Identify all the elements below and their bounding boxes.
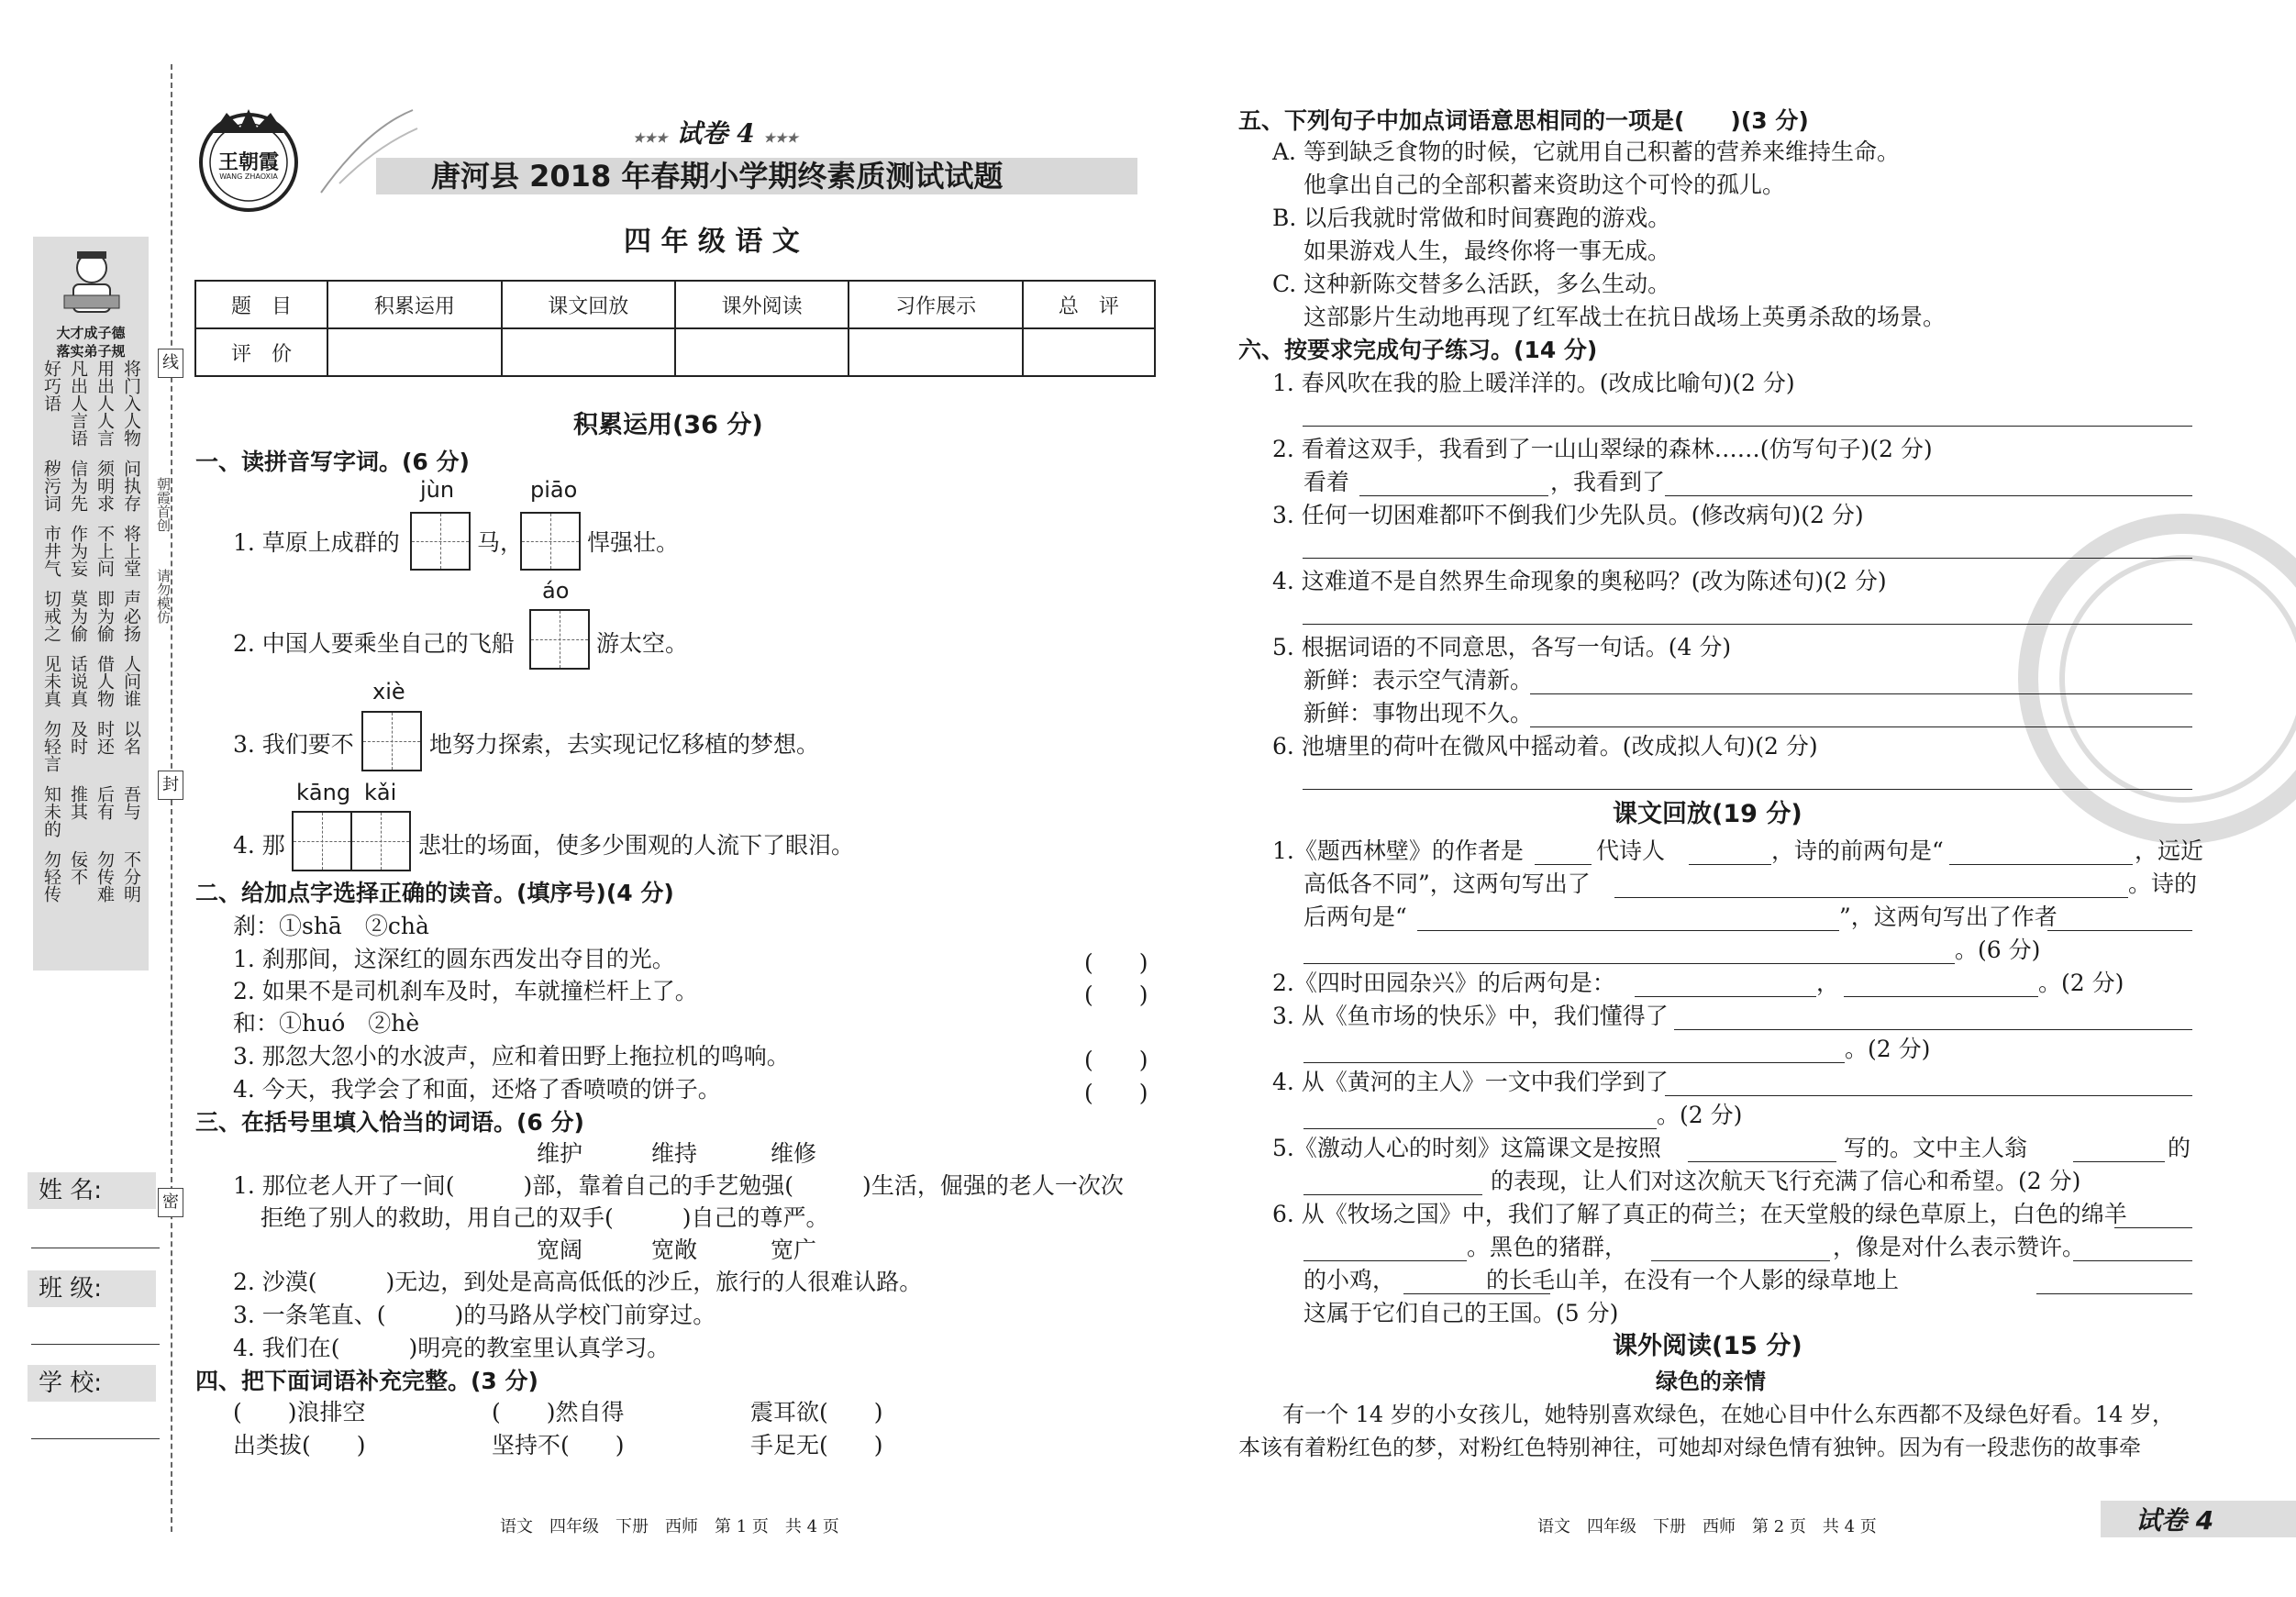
r6-text: 6. 从《牧场之国》中，我们了解了真正的荷兰；在天堂般的绿色草原上，白色的绵羊 xyxy=(1272,1201,2127,1227)
q1-item3-text-a: 3. 我们要不 xyxy=(233,731,354,758)
r2-text: 2.《四时田园杂兴》的后两句是： xyxy=(1272,970,1615,996)
motto-block xyxy=(33,850,149,903)
motto-col: 即为偷 xyxy=(94,590,115,642)
q6-line: 新鲜：表示空气清新。 xyxy=(1303,667,1534,693)
class-label: 班 级: xyxy=(28,1270,156,1307)
answer-blank[interactable] xyxy=(1635,996,1816,997)
q5-heading: 五、下列句子中加点词语意思相同的一项是( )(3 分) xyxy=(1238,107,1809,134)
r1-text: 。诗的 xyxy=(2128,871,2198,897)
motto-col: 话说真 xyxy=(68,655,88,707)
q5-line: C. 这种新陈交替多么活跃，多么生动。 xyxy=(1272,271,1671,297)
answer-paren[interactable]: ( ) xyxy=(1084,949,1148,976)
motto-col: 佞不 xyxy=(68,850,88,885)
char-grid[interactable] xyxy=(350,811,411,871)
answer-blank[interactable] xyxy=(1674,1029,2192,1030)
vertical-note-2: 请勿模仿 xyxy=(155,569,172,624)
q3-word: 维持 xyxy=(651,1140,698,1167)
page-footer-right: 语文 四年级 下册 西师 第 2 页 共 4 页 xyxy=(1537,1517,1877,1536)
q6-line: 2. 看着这双手，我看到了一山山翠绿的森林……(仿写句子)(2 分) xyxy=(1272,436,1933,462)
r4-text: 4. 从《黄河的主人》一文中我们学到了 xyxy=(1272,1069,1669,1095)
motto-col: 莫为偷 xyxy=(68,590,88,642)
r6-text: 的长毛山羊，在没有一个人影的绿草地上 xyxy=(1486,1267,1900,1293)
answer-paren[interactable]: ( ) xyxy=(1084,1080,1148,1106)
school-field[interactable] xyxy=(31,1438,160,1439)
q1-heading: 一、读拼音写字词。(6 分) xyxy=(195,449,470,475)
q1-item1-text-c: 悍强壮。 xyxy=(587,529,680,556)
answer-line[interactable] xyxy=(1303,789,2192,790)
q6-line: 新鲜：事物出现不久。 xyxy=(1303,700,1534,726)
pinyin: áo xyxy=(542,578,570,604)
motto-block xyxy=(33,655,149,707)
ribbon-decoration xyxy=(312,92,422,205)
pinyin: jùn xyxy=(420,477,455,503)
motto-block xyxy=(33,360,149,447)
q4-idiom: 出类拔( ) xyxy=(233,1432,366,1458)
q2-reading-options: 刹：①shā ②chà xyxy=(233,913,429,939)
motto-col: 信为先 xyxy=(68,460,88,512)
motto-col: 勿传难 xyxy=(94,850,115,903)
table-header-cell: 课文回放 xyxy=(502,281,675,328)
r6-text: 。黑色的猪群， xyxy=(1467,1234,1628,1260)
q1-item2-text-b: 游太空。 xyxy=(596,630,689,657)
q3-word: 宽阔 xyxy=(537,1237,583,1263)
q3-word: 维修 xyxy=(771,1140,817,1167)
motto-col: 后有 xyxy=(94,785,115,820)
r3-text: 3. 从《鱼市场的快乐》中，我们懂得了 xyxy=(1272,1003,1669,1029)
name-label: 姓 名: xyxy=(28,1172,156,1209)
score-cell[interactable] xyxy=(502,328,675,376)
motto-block xyxy=(33,720,149,772)
logo-text: 王朝霞 xyxy=(217,150,279,174)
pinyin: piāo xyxy=(530,477,578,503)
answer-blank[interactable] xyxy=(2047,930,2192,931)
pinyin: xiè xyxy=(372,679,405,704)
r1-text: ”，这两句写出了作者 xyxy=(1839,904,2058,930)
r6-text: 的小鸡， xyxy=(1303,1267,1396,1293)
char-grid[interactable] xyxy=(520,512,581,571)
score-table xyxy=(194,280,1156,377)
motto-col: 问执存 xyxy=(121,460,141,512)
char-grid[interactable] xyxy=(529,609,590,670)
motto-block xyxy=(33,785,149,837)
motto-col: 凡出人言语 xyxy=(68,360,88,447)
q5-line: 他拿出自己的全部积蓄来资助这个可怜的孤儿。 xyxy=(1303,172,1786,198)
answer-line[interactable] xyxy=(1303,624,2192,625)
q6-heading: 六、按要求完成句子练习。(14 分) xyxy=(1238,337,1598,363)
subject-title: 四 年 级 语 文 xyxy=(624,226,800,258)
q2-line: 3. 那忽大忽小的水波声，应和着田野上拖拉机的鸣响。 xyxy=(233,1043,790,1070)
q1-item1-text-a: 1. 草原上成群的 xyxy=(233,529,400,556)
motto-col: 作为妄 xyxy=(68,525,88,577)
q2-line: 2. 如果不是司机刹车及时，车就撞栏杆上了。 xyxy=(233,978,698,1004)
char-grid[interactable] xyxy=(292,811,352,871)
exam-title: 唐河县 2018 年春期小学期终素质测试试题 xyxy=(431,159,1004,194)
r1-text: 后两句是“ xyxy=(1303,904,1407,930)
series-label-text: 试卷 4 xyxy=(676,118,755,149)
r6-text: 这属于它们自己的王国。(5 分) xyxy=(1303,1300,1619,1326)
class-field[interactable] xyxy=(31,1344,160,1345)
q2-line: 1. 刹那间，这深红的圆东西发出夺目的光。 xyxy=(233,946,675,972)
q5-line: A. 等到缺乏食物的时候，它就用自己积蓄的营养来维持生命。 xyxy=(1272,139,1900,165)
answer-blank[interactable] xyxy=(2036,1293,2192,1294)
sidebar-top-motto-1: 大才成子德 xyxy=(56,325,126,341)
q3-line: 4. 我们在( )明亮的教室里认真学习。 xyxy=(233,1335,671,1361)
reading-paragraph-line: 有一个 14 岁的小女孩儿，她特别喜欢绿色，在她心目中什么东西都不及绿色好看。14 岁， xyxy=(1282,1402,2174,1427)
motto-col: 勿轻言 xyxy=(41,720,61,772)
q2-line: 4. 今天，我学会了和面，还烙了香喷喷的饼子。 xyxy=(233,1076,721,1103)
answer-blank[interactable] xyxy=(1689,864,1771,865)
q6-line: 6. 池塘里的荷叶在微风中摇动着。(改成拟人句)(2 分) xyxy=(1272,733,1818,760)
q3-word: 宽敞 xyxy=(651,1237,698,1263)
r1-text: ，诗的前两句是“ xyxy=(1771,837,1944,864)
q3-line: 3. 一条笔直、( )的马路从学校门前穿过。 xyxy=(233,1302,716,1328)
r1-text: 。(6 分) xyxy=(1955,937,2041,963)
answer-line[interactable] xyxy=(1530,726,2192,727)
motto-col: 勿轻传 xyxy=(41,850,61,903)
motto-block xyxy=(33,590,149,642)
q6-line: 看着 xyxy=(1303,469,1350,495)
r1-text: ，远近 xyxy=(2135,837,2204,864)
q6-line: ，我看到了 xyxy=(1550,469,1666,495)
star-icon: ★★★ xyxy=(633,131,668,146)
r5-text: 写的。文中主人翁 xyxy=(1844,1135,2028,1161)
r6-text: ，像是对什么表示赞许。 xyxy=(1833,1234,2086,1260)
table-header-cell: 课外阅读 xyxy=(675,281,849,328)
motto-col: 人问谁 xyxy=(121,655,141,707)
answer-blank[interactable] xyxy=(1303,1062,1845,1063)
q1-item1-text-b: 马， xyxy=(477,529,524,556)
binding-mark-2: 封 xyxy=(158,771,183,800)
answer-blank[interactable] xyxy=(2114,1227,2192,1228)
q1-item4-text-a: 4. 那 xyxy=(233,832,285,859)
q6-line: 3. 任何一切困难都吓不倒我们少先队员。(修改病句)(2 分) xyxy=(1272,502,1864,528)
r1-text: 高低各不同”，这两句写出了 xyxy=(1303,871,1591,897)
answer-blank[interactable] xyxy=(2073,1161,2165,1162)
q1-item4-text-b: 悲壮的场面，使多少围观的人流下了眼泪。 xyxy=(418,832,855,859)
r3-text: 。(2 分) xyxy=(1845,1036,1931,1062)
answer-line[interactable] xyxy=(1665,495,2192,496)
q4-idiom: ( )然自得 xyxy=(492,1399,625,1425)
sidebar-mottos xyxy=(33,360,149,915)
corner-series-label: 试卷 4 xyxy=(2135,1505,2214,1536)
answer-blank[interactable] xyxy=(1651,1260,1830,1261)
table-header-cell: 题 目 xyxy=(195,281,327,328)
char-grid[interactable] xyxy=(410,512,471,571)
q4-idiom: 震耳欲( ) xyxy=(750,1399,883,1425)
section-heading-extra-reading: 课外阅读(15 分) xyxy=(1613,1332,1802,1360)
answer-line[interactable] xyxy=(1303,426,2192,427)
answer-blank[interactable] xyxy=(1303,1128,1657,1129)
motto-col: 见未真 xyxy=(41,655,61,707)
score-cell[interactable] xyxy=(1023,328,1155,376)
q5-line: 如果游戏人生，最终你将一事无成。 xyxy=(1303,238,1671,264)
reading-title: 绿色的亲情 xyxy=(1656,1369,1766,1394)
logo-subtext: WANG ZHAOXIA xyxy=(219,172,278,181)
table-row-label: 评 价 xyxy=(195,328,327,376)
motto-col: 须明求 xyxy=(94,460,115,512)
q4-idiom: 坚持不( ) xyxy=(492,1432,625,1458)
r5-text: 的 xyxy=(2168,1135,2191,1161)
q3-line: 2. 沙漠( )无边，到处是高高低低的沙丘，旅行的人很难认路。 xyxy=(233,1269,923,1295)
q3-heading: 三、在括号里填入恰当的词语。(6 分) xyxy=(195,1109,584,1136)
r2-text: ， xyxy=(1816,970,1840,996)
binding-mark-1: 线 xyxy=(158,349,183,378)
table-header-cell: 习作展示 xyxy=(849,281,1022,328)
q5-line: B. 以后我就时常做和时间赛跑的游戏。 xyxy=(1272,205,1671,231)
q6-line: 5. 根据词语的不同意思，各写一句话。(4 分) xyxy=(1272,634,1732,660)
score-cell[interactable] xyxy=(675,328,849,376)
r4-text: 。(2 分) xyxy=(1657,1102,1743,1128)
motto-col: 时还 xyxy=(94,720,115,755)
motto-col: 知未的 xyxy=(41,785,61,837)
page-footer-left: 语文 四年级 下册 西师 第 1 页 共 4 页 xyxy=(500,1517,839,1536)
score-cell[interactable] xyxy=(849,328,1022,376)
motto-col: 秽污词 xyxy=(41,460,61,512)
sidebar-top-motto-2: 落实弟子规 xyxy=(56,343,126,360)
answer-blank[interactable] xyxy=(1614,897,2128,898)
r1-text: 代诗人 xyxy=(1596,837,1666,864)
answer-line[interactable] xyxy=(1530,693,2192,694)
r2-text: 。(2 分) xyxy=(2038,970,2124,996)
reading-paragraph-line: 本该有着粉红色的梦，对粉红色特别神往，可她却对绿色情有独钟。因为有一段悲伤的故事牵 xyxy=(1238,1435,2141,1460)
q3-line: 1. 那位老人开了一间( )部，靠着自己的手艺勉强( )生活，倔强的老人一次次 xyxy=(233,1172,1124,1199)
score-cell[interactable] xyxy=(327,328,501,376)
q6-line: 4. 这难道不是自然界生命现象的奥秘吗？(改为陈述句)(2 分) xyxy=(1272,568,1887,594)
motto-col: 推其 xyxy=(68,785,88,820)
motto-col: 以名 xyxy=(121,720,141,755)
motto-col: 市井气 xyxy=(41,525,61,577)
q1-item3-text-b: 地努力探索，去实现记忆移植的梦想。 xyxy=(429,731,820,758)
r5-text: 的表现，让人们对这次航天飞行充满了信心和希望。(2 分) xyxy=(1491,1168,2081,1194)
answer-blank[interactable] xyxy=(2073,1260,2192,1261)
section-heading-text-review: 课文回放(19 分) xyxy=(1613,800,1802,828)
table-header-cell: 积累运用 xyxy=(327,281,501,328)
answer-line[interactable] xyxy=(1359,495,1548,496)
answer-blank[interactable] xyxy=(1535,864,1592,865)
answer-paren[interactable]: ( ) xyxy=(1084,1047,1148,1073)
motto-col: 用出人人言 xyxy=(94,360,115,447)
q3-line: 拒绝了别人的救助，用自己的双手( )自己的尊严。 xyxy=(261,1204,829,1231)
pinyin: kǎi xyxy=(364,780,397,805)
table-header-cell: 总 评 xyxy=(1023,281,1155,328)
motto-col: 不上问 xyxy=(94,525,115,577)
binding-mark-3: 密 xyxy=(158,1188,183,1217)
q4-idiom: ( )浪排空 xyxy=(233,1399,366,1425)
series-label xyxy=(633,114,798,150)
motto-col: 声必扬 xyxy=(121,590,141,642)
motto-col: 及时 xyxy=(68,720,88,755)
motto-col: 好巧语 xyxy=(41,360,61,412)
q6-line: 1. 春风吹在我的脸上暖洋洋的。(改成比喻句)(2 分) xyxy=(1272,370,1795,396)
pinyin: kāng xyxy=(296,780,351,805)
star-icon: ★★★ xyxy=(763,131,799,146)
vertical-note-1: 朝霞首创 xyxy=(155,477,172,532)
answer-blank[interactable] xyxy=(1303,963,1955,964)
motto-block xyxy=(33,525,149,577)
r5-text: 5.《激动人心的时刻》这篇课文是按照 xyxy=(1272,1135,1661,1161)
answer-paren[interactable]: ( ) xyxy=(1084,981,1148,1008)
q2-reading-options: 和：①huó ②hè xyxy=(233,1010,420,1037)
q3-word: 宽广 xyxy=(771,1237,817,1263)
q2-heading: 二、给加点字选择正确的读音。(填序号)(4 分) xyxy=(195,880,674,906)
motto-col: 不分明 xyxy=(121,850,141,903)
motto-col: 吾与 xyxy=(121,785,141,820)
section-heading-accumulation: 积累运用(36 分) xyxy=(573,411,763,439)
answer-blank[interactable] xyxy=(1688,1161,1836,1162)
q4-idiom: 手足无( ) xyxy=(750,1432,883,1458)
motto-col: 借人物 xyxy=(94,655,115,707)
q5-line: 这部影片生动地再现了红军战士在抗日战场上英勇杀敌的场景。 xyxy=(1303,304,1947,330)
watermark-seal-inner xyxy=(2059,555,2296,803)
motto-col: 切戒之 xyxy=(41,590,61,642)
answer-blank[interactable] xyxy=(1949,864,2133,865)
cartoon-figure xyxy=(57,246,127,323)
char-grid[interactable] xyxy=(361,711,422,771)
r1-text: 1.《题西林壁》的作者是 xyxy=(1272,837,1524,864)
school-label: 学 校: xyxy=(28,1365,156,1402)
q4-heading: 四、把下面词语补充完整。(3 分) xyxy=(195,1368,538,1394)
motto-block xyxy=(33,460,149,512)
answer-blank[interactable] xyxy=(1665,1095,2192,1096)
q1-item2-text-a: 2. 中国人要乘坐自己的飞船 xyxy=(233,630,515,657)
motto-col: 将上堂 xyxy=(121,525,141,577)
answer-line[interactable] xyxy=(1303,558,2192,559)
answer-blank[interactable] xyxy=(1844,996,2038,997)
answer-blank[interactable] xyxy=(1303,1194,1482,1195)
answer-blank[interactable] xyxy=(1303,1260,1467,1261)
q3-word: 维护 xyxy=(537,1140,583,1167)
answer-blank[interactable] xyxy=(1417,930,1839,931)
motto-col: 将门入人物 xyxy=(121,360,141,447)
